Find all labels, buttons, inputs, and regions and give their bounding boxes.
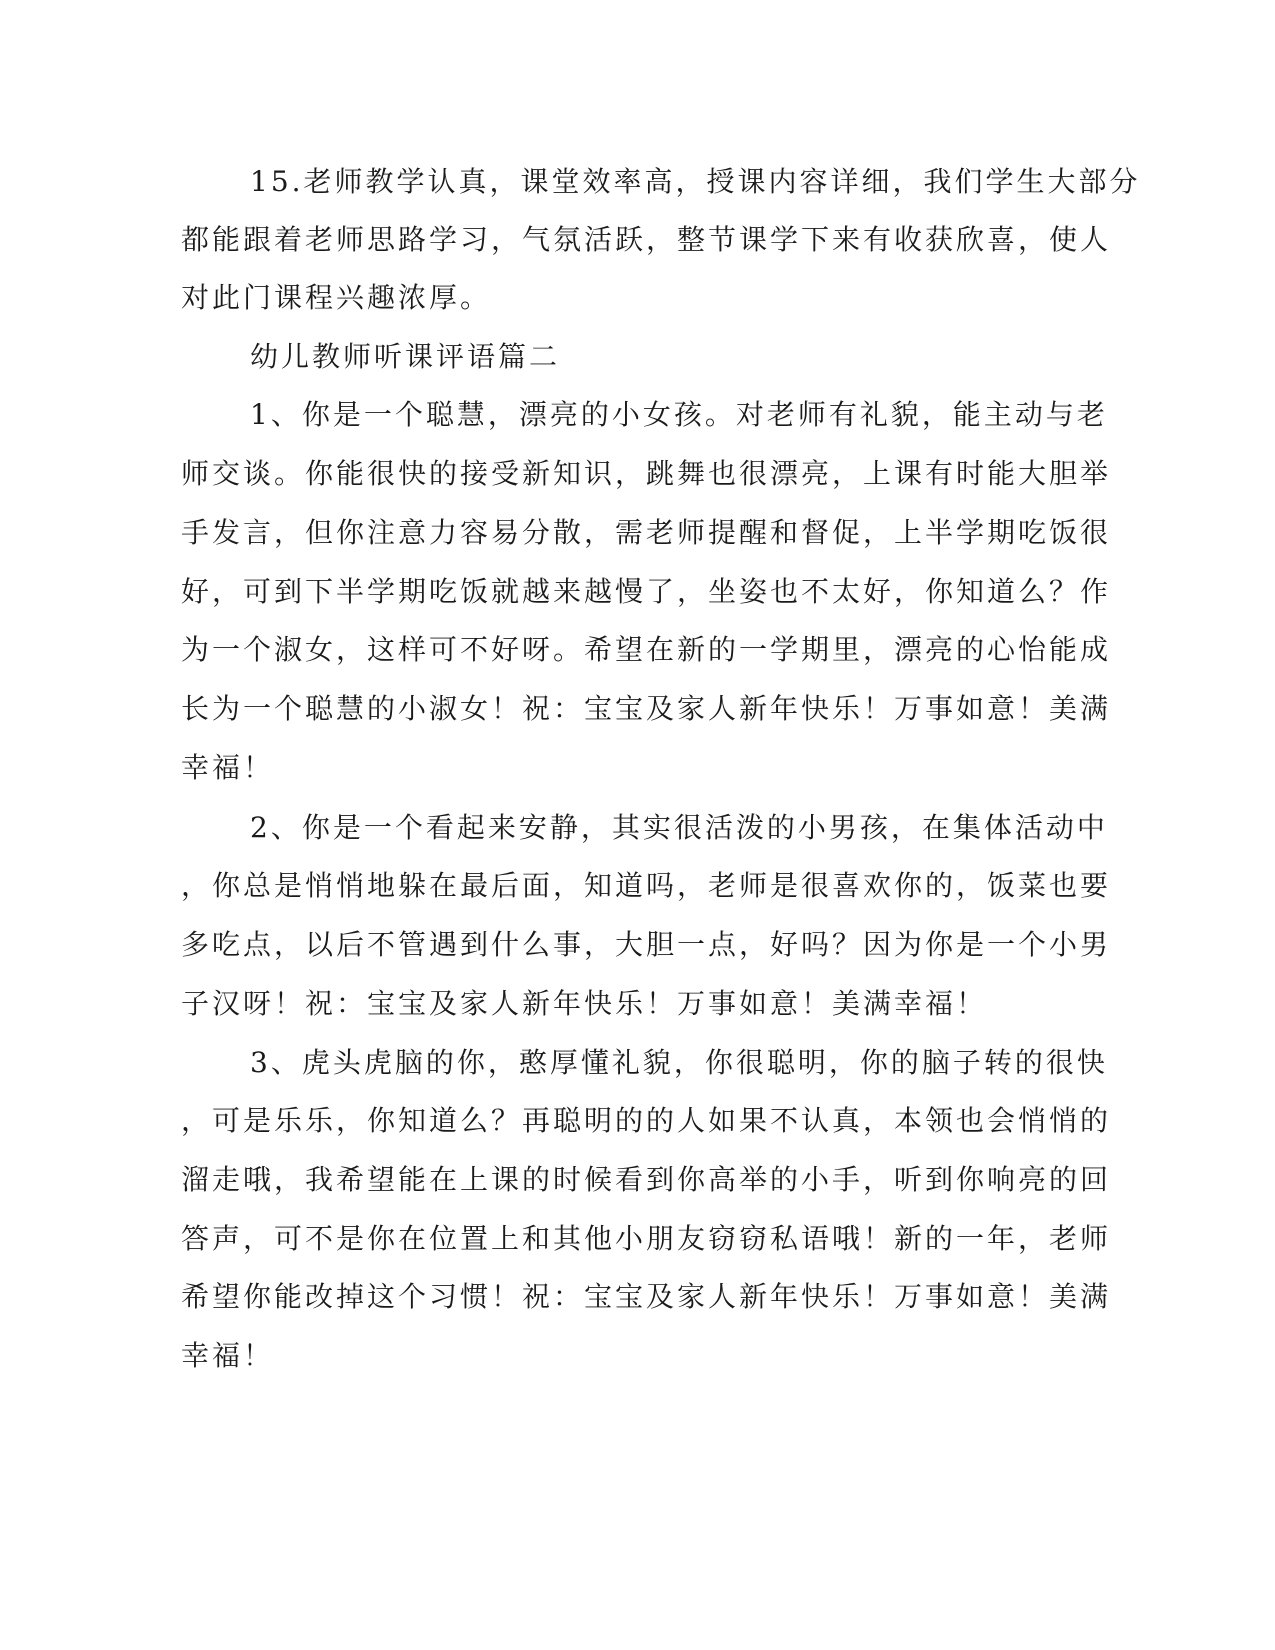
text-line: 子汉呀！祝：宝宝及家人新年快乐！万事如意！美满幸福！ xyxy=(181,987,988,1020)
text-line: 长为一个聪慧的小淑女！祝：宝宝及家人新年快乐！万事如意！美满 xyxy=(181,692,1112,725)
text-line: ，你总是悄悄地躲在最后面，知道吗，老师是很喜欢你的，饭菜也要 xyxy=(181,869,1112,902)
text-line: 3、虎头虎脑的你，憨厚懂礼貌，你很聪明，你的脑子转的很快 xyxy=(250,1046,1108,1079)
text-line: 希望你能改掉这个习惯！祝：宝宝及家人新年快乐！万事如意！美满 xyxy=(181,1280,1112,1313)
text-line: 幸福！ xyxy=(181,751,275,784)
text-line: 多吃点，以后不管遇到什么事，大胆一点，好吗？因为你是一个小男 xyxy=(181,928,1112,961)
text-line: 都能跟着老师思路学习，气氛活跃，整节课学下来有收获欣喜，使人 xyxy=(181,223,1112,256)
text-line: 好，可到下半学期吃饭就越来越慢了，坐姿也不太好，你知道么？作 xyxy=(181,575,1112,608)
text-line: 手发言，但你注意力容易分散，需老师提醒和督促，上半学期吃饭很 xyxy=(181,516,1112,549)
text-line: 2、你是一个看起来安静，其实很活泼的小男孩，在集体活动中 xyxy=(250,811,1108,844)
text-line: 答声，可不是你在位置上和其他小朋友窃窃私语哦！新的一年，老师 xyxy=(181,1222,1112,1255)
text-line: 对此门课程兴趣浓厚。 xyxy=(181,281,492,314)
text-line: 15.老师教学认真，课堂效率高，授课内容详细，我们学生大部分 xyxy=(250,165,1141,198)
text-line: 师交谈。你能很快的接受新知识，跳舞也很漂亮，上课有时能大胆举 xyxy=(181,457,1112,490)
text-line: 为一个淑女，这样可不好呀。希望在新的一学期里，漂亮的心怡能成 xyxy=(181,633,1112,666)
text-line: 幸福！ xyxy=(181,1339,275,1372)
text-line: 1、你是一个聪慧，漂亮的小女孩。对老师有礼貌，能主动与老 xyxy=(250,398,1108,431)
section-heading: 幼儿教师听课评语篇二 xyxy=(250,340,561,373)
text-line: 溜走哦，我希望能在上课的时候看到你高举的小手，听到你响亮的回 xyxy=(181,1163,1112,1196)
text-line: ，可是乐乐，你知道么？再聪明的的人如果不认真，本领也会悄悄的 xyxy=(181,1104,1112,1137)
